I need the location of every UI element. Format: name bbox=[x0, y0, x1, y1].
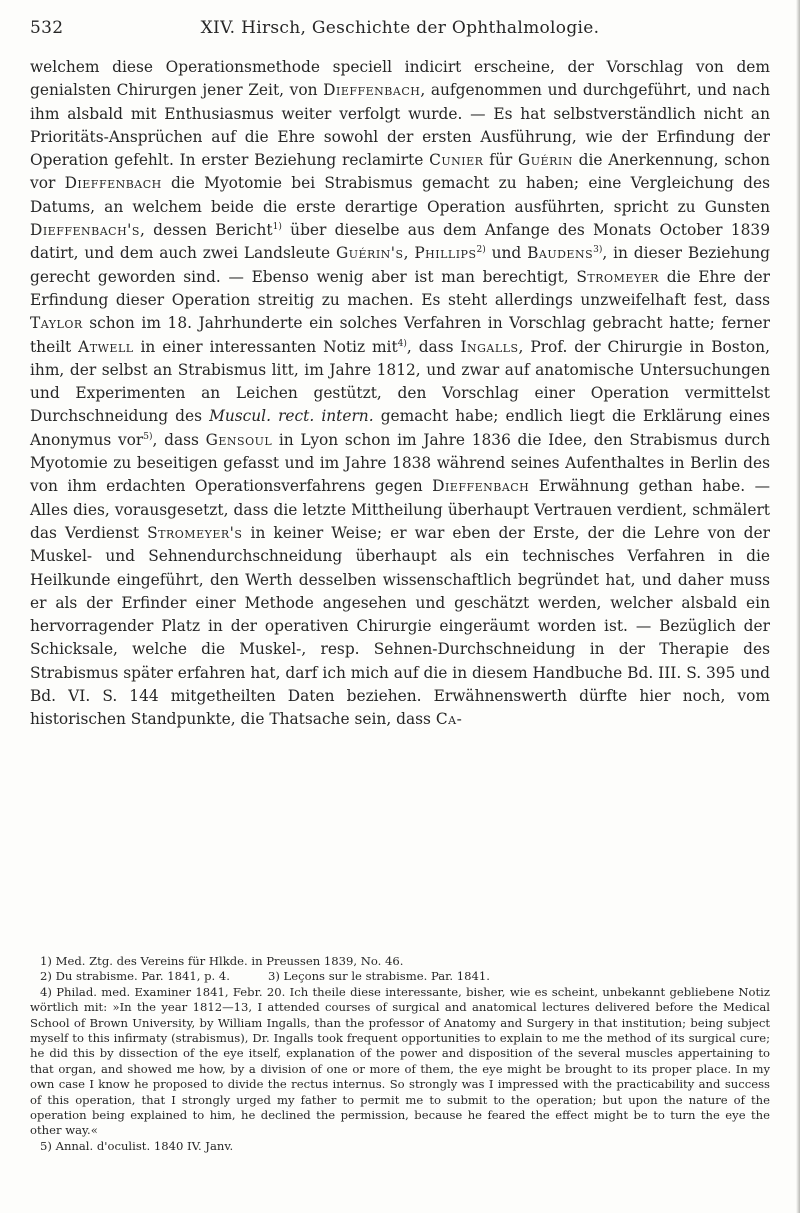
footnotes bbox=[30, 954, 770, 1154]
author-name: Dieffenbach bbox=[323, 81, 421, 100]
author-name: Atwell bbox=[78, 337, 134, 356]
text-run: die Anerkennung, schon vor bbox=[30, 151, 770, 193]
running-header bbox=[30, 18, 770, 48]
text-run: über dieselbe aus dem Anfange des Monats October 1839 datirt, und dem auch zwei Landsleute bbox=[30, 221, 770, 263]
footnote-row bbox=[30, 969, 770, 984]
author-name: Cunier bbox=[429, 151, 484, 170]
text-run: Erwähnung gethan habe. — Alles dies, vorausgesetzt, dass die letzte Mittheilung überhaupt Vertrauen verdient, schmälert das Verdienst bbox=[30, 477, 770, 542]
text-run: , bbox=[403, 244, 409, 263]
footnote-4: 4) Philad. med. Examiner 1841, Febr. 20. Ich theile diese interessante, bisher, wie es scheint, unbekannt gebliebene Notiz wörtlich mit: »In the year 1812—13, I attended courses of surgical and anatomical lectures delivered before the Medical School of Brown University, by William Ingalls, than the professor of Anatomy and Surgery in that institution; being subject myself to this infirmaty (strabismus), Dr. Ingalls took frequent opportunities to explain to me the method of its surgical cure; he did this by dissection of the eye itself, explanation of the power and disposition of the several muscles appertaining to that organ, and showed me how, by a division of one or more of them, the eye might be brought to its proper place. In my own case I know he proposed to divide the rectus internus. So strongly was I impressed with the practicability and success of this operation, that I strongly urged my father to permit me to submit to the operation; but upon the nature of the operation being explained to him, he declined the permission, because he feared the effect might be to turn the eye the other way.« bbox=[30, 984, 770, 1138]
author-name: Stromeyer bbox=[576, 267, 659, 286]
footnote-ref[interactable]: 5) bbox=[143, 431, 153, 442]
footnote-ref[interactable]: 1) bbox=[272, 221, 282, 232]
text-run: , aufgenommen und durchgeführt, und nach ihm alsbald mit Enthusiasmus weiter verfolgt wurde. — Es hat selbstverständlich nicht an Prioritäts-Ansprüchen auf die Ehre sowohl der ersten Ausführung, wie der Erfindung der Operation gefehlt. In erster Beziehung reclamirte bbox=[30, 81, 770, 170]
author-name: Baudens bbox=[527, 244, 594, 263]
text-run: gemacht habe; endlich liegt die Erklärung eines Anonymus vor bbox=[30, 407, 770, 449]
footnote-ref[interactable]: 3) bbox=[593, 245, 603, 256]
author-name: Phillips bbox=[414, 244, 477, 263]
text-run: , dass bbox=[406, 337, 454, 356]
page-number: 532 bbox=[30, 18, 64, 38]
running-title: XIV. Hirsch, Geschichte der Ophthalmologie. bbox=[200, 18, 600, 38]
author-name: Dieffenbach's bbox=[30, 221, 140, 240]
author-name: Dieffenbach bbox=[432, 477, 530, 496]
text-run: die Myotomie bei Strabismus gemacht zu haben; eine Vergleichung des Datums, an welchem beide die erste derartige Operation ausführten, spricht zu Gunsten bbox=[30, 174, 770, 216]
author-name: Ingalls bbox=[460, 337, 519, 356]
text-run: , Prof. der Chirurgie in Boston, ihm, der selbst an Strabismus litt, im Jahre 1812, und zwar auf anatomische Untersuchungen und Experimenten an Leichen gestützt, den Vorschlag einer Operation vermittelst Durchschneidung des bbox=[30, 337, 770, 426]
text-run: und bbox=[491, 244, 522, 263]
author-name: Stromeyer's bbox=[147, 523, 243, 542]
text-run: welchem diese Operationsmethode speciell indicirt erscheine, der Vorschlag von dem genialsten Chirurgen jener Zeit, von bbox=[30, 58, 770, 100]
main-paragraph bbox=[30, 56, 770, 732]
footnote-ref[interactable]: 4) bbox=[397, 338, 407, 349]
author-name: Guérin bbox=[517, 151, 573, 170]
text-run: , dessen Bericht bbox=[139, 221, 273, 240]
author-name: Guérin's bbox=[335, 244, 404, 263]
footnote-1: 1) Med. Ztg. des Vereins für Hlkde. in Preussen 1839, No. 46. bbox=[40, 954, 404, 968]
footnote-ref[interactable]: 2) bbox=[476, 245, 486, 256]
text-run: schon im 18. Jahrhunderte ein solches Verfahren in Vorschlag gebracht hatte; ferner theilt bbox=[30, 314, 770, 356]
text-run: für bbox=[489, 151, 513, 170]
author-name: Dieffenbach bbox=[64, 174, 162, 193]
author-name: Taylor bbox=[30, 314, 83, 333]
page-edge-shadow bbox=[796, 0, 800, 1213]
text-run: in einer interessanten Notiz mit bbox=[140, 337, 398, 356]
footnote-5: 5) Annal. d'oculist. 1840 IV. Janv. bbox=[40, 1138, 234, 1153]
author-name: Gensoul bbox=[205, 430, 273, 449]
text-run: in keiner Weise; er war eben der Erste, der die Lehre von der Muskel- und Sehnendurchschneidung überhaupt als ein technisches Verfahren in die Heilkunde eingeführt, den Werth desselben wissenschaftlich begründet hat, und daher muss er als der Erfinder einer Methode angesehen und geschätzt werden, welcher alsbald ein hervorragender Platz in der operativen Chirurgie eingeräumt worden ist. — Bezüglich der Schicksale, welche die Muskel-, resp. Sehnen-Durchschneidung in der Therapie des Strabismus später erfahren hat, darf ich mich auf die in diesem Handbuche Bd. III. S. 395 und Bd. VI. S. 144 mitgetheilten Daten beziehen. Erwähnenswerth dürfte hier noch, vom historischen Standpunkte, die Thatsache sein, dass bbox=[30, 523, 770, 729]
text-run: die Ehre der Erfindung dieser Operation streitig zu machen. Es steht allerdings unzweifelhaft fest, dass bbox=[30, 267, 770, 309]
author-name: Ca- bbox=[435, 710, 463, 729]
text-run: , in dieser Beziehung gerecht geworden sind. — Ebenso wenig aber ist man berechtigt, bbox=[30, 244, 770, 286]
footnote-2: 2) Du strabisme. Par. 1841, p. 4. bbox=[40, 969, 230, 984]
main-text bbox=[30, 56, 770, 732]
footnote-3: 3) Leçons sur le strabisme. Par. 1841. bbox=[267, 969, 490, 984]
text-run: , dass bbox=[152, 430, 199, 449]
muscle-name: Muscul. rect. intern. bbox=[209, 407, 374, 426]
text-run: in Lyon schon im Jahre 1836 die Idee, den Strabismus durch Myotomie zu beseitigen gefasst und im Jahre 1838 während seines Aufenthaltes in Berlin des von ihm erdachten Operationsverfahrens gegen bbox=[30, 430, 770, 496]
